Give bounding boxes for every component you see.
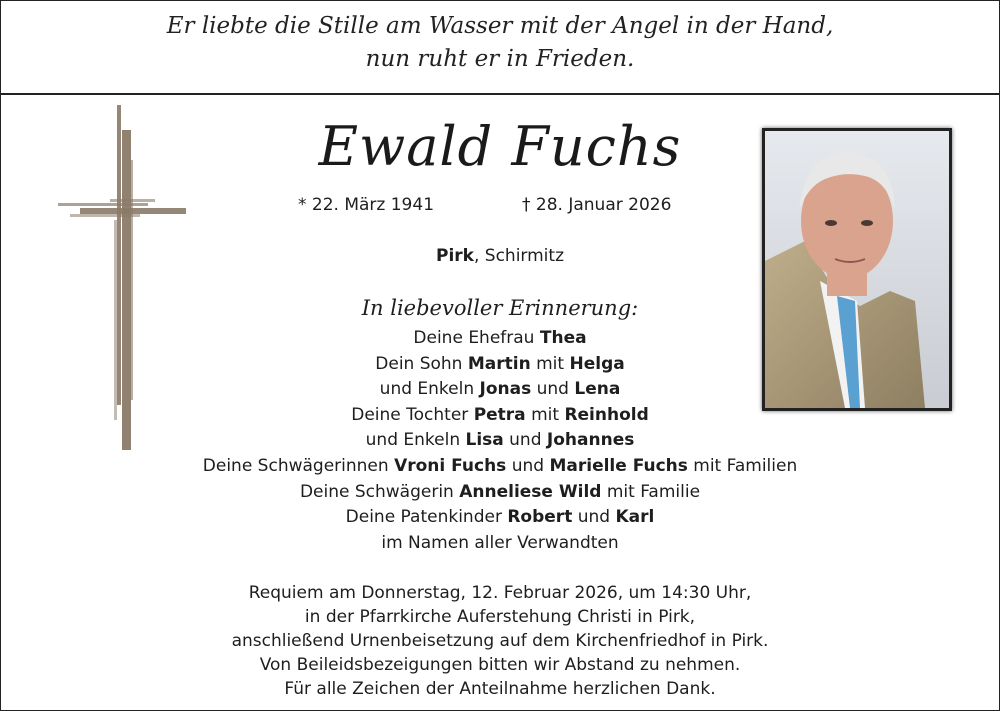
family-text: und (531, 379, 575, 400)
motto-line-2: nun ruht er in Frieden. (365, 46, 635, 72)
motto (0, 10, 1000, 76)
family-line (100, 480, 900, 506)
family-text: Deine Tochter (351, 404, 474, 425)
family-member-name: Marielle Fuchs (549, 455, 688, 476)
family-member-name: Reinhold (564, 404, 649, 425)
family-text: im Namen aller Verwandten (381, 532, 619, 553)
residence-main: Pirk (436, 246, 474, 266)
service-line: Für alle Zeichen der Anteilnahme herzlichen Dank. (284, 679, 716, 699)
family-member-name: Jonas (479, 379, 532, 400)
service-line: Von Beileidsbezeigungen bitten wir Abstand zu nehmen. (259, 655, 741, 675)
family-member-name: Martin (467, 353, 531, 374)
death-date: † 28. Januar 2026 (522, 195, 672, 215)
family-text: Deine Ehefrau (413, 328, 540, 348)
service-line: in der Pfarrkirche Auferstehung Christi in Pirk, (304, 607, 696, 627)
memory-title: In liebevoller Erinnerung: (361, 296, 639, 320)
family-text: und Enkeln (379, 379, 480, 400)
residence-rest: , Schirmitz (473, 246, 564, 266)
family-text: und (506, 455, 550, 476)
family-line (100, 428, 900, 454)
portrait-photo (765, 131, 949, 408)
family-text: und (572, 507, 616, 528)
residence (200, 244, 800, 268)
family-line (100, 531, 900, 557)
birth-date: * 22. März 1941 (298, 195, 435, 215)
family-line (100, 505, 900, 531)
family-text: Deine Schwägerin (299, 481, 460, 502)
divider (1, 93, 999, 95)
family-member-name: Anneliese Wild (459, 481, 602, 502)
service-info (100, 581, 900, 701)
family-text: mit Familie (601, 481, 701, 502)
family-text: mit Familien (687, 455, 798, 476)
family-member-name: Petra (473, 404, 526, 425)
family-text: mit (530, 353, 570, 374)
service-line: anschließend Urnenbeisetzung auf dem Kirchenfriedhof in Pirk. (231, 631, 769, 651)
family-member-name: Thea (539, 328, 587, 348)
family-line (100, 454, 900, 480)
family-member-name: Lena (574, 379, 621, 400)
family-member-name: Karl (615, 507, 655, 528)
service-line: Requiem am Donnerstag, 12. Februar 2026, um 14:30 Uhr, (248, 583, 752, 603)
family-text: mit (525, 404, 565, 425)
family-member-name: Robert (507, 507, 573, 528)
portrait-frame (762, 128, 952, 411)
family-text: und Enkeln (365, 430, 466, 451)
family-text: Deine Schwägerinnen (202, 455, 395, 476)
family-member-name: Helga (569, 353, 625, 374)
family-member-name: Lisa (465, 430, 504, 451)
motto-line-1: Er liebte die Stille am Wasser mit der Angel in der Hand, (166, 13, 834, 39)
family-member-name: Johannes (546, 430, 635, 451)
deceased-name: Ewald Fuchs (318, 115, 682, 178)
family-member-name: Vroni Fuchs (394, 455, 507, 476)
family-text: Deine Patenkinder (345, 507, 508, 528)
family-text: und (503, 430, 547, 451)
family-text: Dein Sohn (375, 353, 468, 374)
